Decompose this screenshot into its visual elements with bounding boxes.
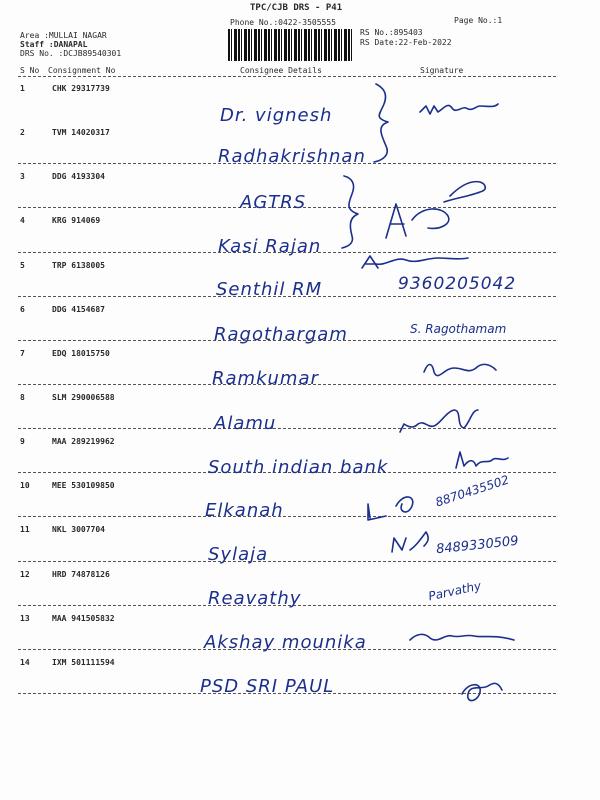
row-7-consignment: EDQ 18015750: [52, 349, 110, 358]
column-consignee: Consignee Details: [240, 66, 322, 75]
signature-14: [462, 683, 502, 700]
row-14-consignee: PSD SRI PAUL: [200, 676, 335, 697]
row-12-sno: 12: [20, 570, 30, 579]
row-1-consignment: CHK 29317739: [52, 84, 110, 93]
row-10-consignee: Elkanah: [205, 500, 284, 521]
row-9-consignee: South indian bank: [208, 457, 389, 478]
row-2-sno: 2: [20, 128, 25, 137]
sheet-title: TPC/CJB DRS - P41: [250, 3, 343, 13]
row-13-sno: 13: [20, 614, 30, 623]
drs-number: DRS No. :DCJB89540301: [20, 49, 122, 58]
signature-1: [420, 104, 498, 114]
row-5-phone: 9360205042: [398, 274, 517, 294]
row-6-signature: S. Ragothamam: [410, 322, 507, 336]
signature-10: [368, 497, 413, 520]
row-8-consignment: SLM 290006588: [52, 393, 115, 402]
row-11-consignee: Sylaja: [208, 544, 269, 565]
row-10-consignment: MEE 530109850: [52, 481, 115, 490]
row-12-consignment: HRD 74878126: [52, 570, 110, 579]
row-7-consignee: Ramkumar: [212, 368, 319, 389]
row-7-sno: 7: [20, 349, 25, 358]
staff: Staff :DANAPAL: [20, 40, 88, 49]
row-10-sno: 10: [20, 481, 30, 490]
row-6-consignment: DDG 4154687: [52, 305, 105, 314]
row-14-consignment: IXM 501111594: [52, 658, 115, 667]
row-13-consignee: Akshay mounika: [204, 632, 367, 653]
row-6-sno: 6: [20, 305, 25, 314]
row-2-consignee: Radhakrishnan: [218, 146, 366, 167]
row-11-sno: 11: [20, 525, 30, 534]
row-11-consignment: NKL 3007704: [52, 525, 105, 534]
column-consignment: Consignment No: [48, 66, 116, 75]
row-9-sno: 9: [20, 437, 25, 446]
rs-date: RS Date:22-Feb-2022: [360, 38, 452, 47]
row-14-sno: 14: [20, 658, 30, 667]
row-6-consignee: Ragothargam: [214, 324, 348, 345]
rs-number: RS No.:895403: [360, 28, 423, 37]
row-10-phone: 8870435502: [433, 472, 511, 510]
row-4-consignment: KRG 914069: [52, 216, 101, 225]
row-8-consignee: Alamu: [214, 413, 277, 434]
row-12-signature: Parvathy: [427, 578, 483, 604]
column-signature: Signature: [420, 66, 464, 75]
page-number: Page No.:1: [454, 16, 503, 25]
row-12-consignee: Reavathy: [208, 588, 302, 609]
row-1-sno: 1: [20, 84, 25, 93]
signature-13: [410, 634, 514, 640]
row-9-consignment: MAA 289219962: [52, 437, 115, 446]
brace-1-2: [374, 84, 388, 162]
row-3-consignee: AGTRS: [240, 192, 307, 213]
signature-4: [386, 204, 449, 238]
row-13-consignment: MAA 941505832: [52, 614, 115, 623]
signature-3: [444, 182, 485, 202]
row-1-consignee: Dr. vignesh: [220, 105, 333, 126]
row-3-consignment: DDG 4193304: [52, 172, 105, 181]
signature-5: [362, 256, 468, 268]
row-3-sno: 3: [20, 172, 25, 181]
brace-3-4: [342, 176, 358, 248]
area: Area :MULLAI NAGAR: [20, 31, 107, 40]
signature-9: [456, 452, 508, 468]
row-8-sno: 8: [20, 393, 25, 402]
row-5-consignment: TRP 6138005: [52, 261, 105, 270]
row-4-consignee: Kasi Rajan: [218, 236, 322, 257]
phone-number: Phone No.:0422-3505555: [230, 18, 336, 27]
column-sno: S No: [20, 66, 40, 75]
signature-11: [392, 532, 428, 552]
row-5-consignee: Senthil RM: [216, 279, 323, 300]
row-4-sno: 4: [20, 216, 25, 225]
row-2-consignment: TVM 14020317: [52, 128, 110, 137]
row-11-phone: 8489330509: [435, 533, 520, 558]
signature-8: [400, 410, 478, 432]
row-5-sno: 5: [20, 261, 25, 270]
signature-7: [424, 364, 496, 375]
